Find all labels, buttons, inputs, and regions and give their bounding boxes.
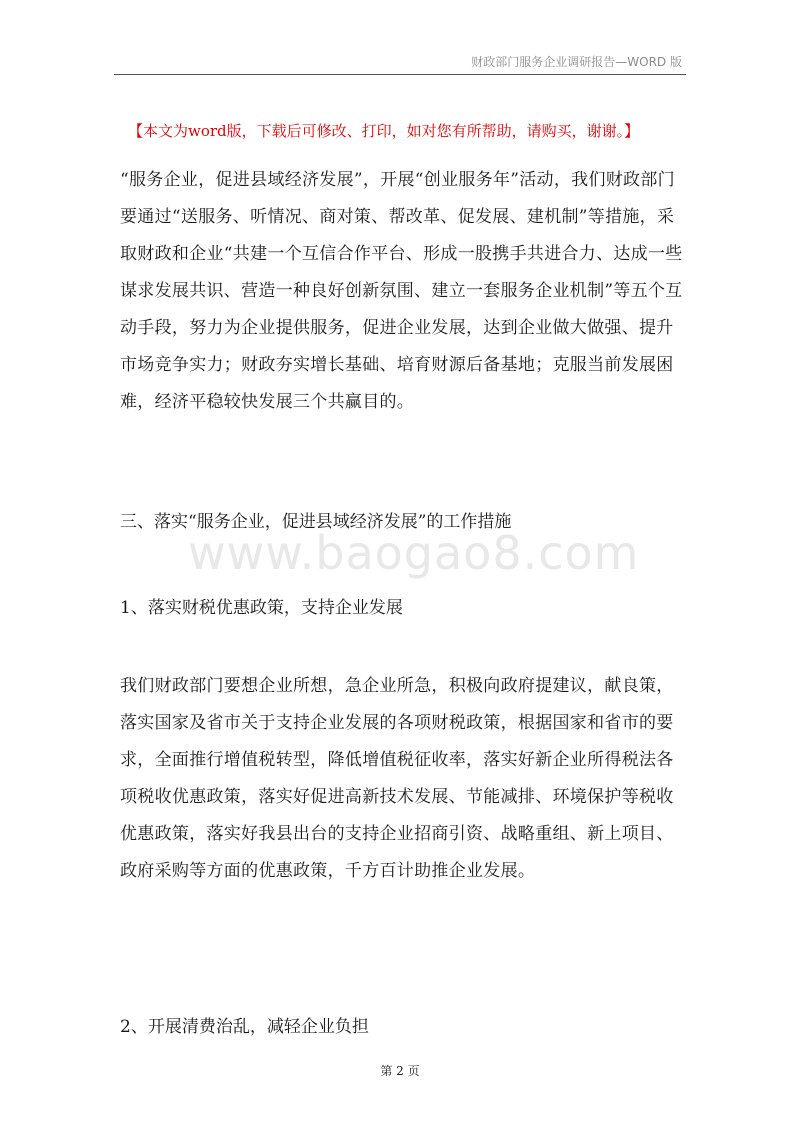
header-divider bbox=[114, 74, 686, 75]
subheading-2: 2、开展清费治乱，减轻企业负担 bbox=[120, 1017, 369, 1037]
body-paragraph-1 bbox=[120, 162, 685, 421]
body-paragraph-2 bbox=[120, 668, 685, 890]
document-header-title: 财政部门服务企业调研报告—WORD 版 bbox=[471, 55, 682, 69]
watermark: www.baogao8.com bbox=[188, 526, 640, 580]
page-number: 第 2 页 bbox=[380, 1064, 420, 1078]
paragraph-text: “服务企业，促进县域经济发展”，开展“创业服务年”活动，我们财政部门要通过“送服务、听情况、商对策、帮改革、促发展、建机制”等措施，采取财政和企业“共建一个互信合作平台、形成一股携手共进合力、达成一些谋求发展共识、营造一种良好创新氛围、建立一套服务企业机制”等五个互动手段，努力为企业提供服务，促进企业发展，达到企业做大做强、提升市场竞争实力；财政夯实增长基础、培育财源后备基地；克服当前发展困难，经济平稳较快发展三个共赢目的。 bbox=[120, 170, 683, 412]
paragraph-text: 我们财政部门要想企业所想，急企业所急，积极向政府提建议，献良策，落实国家及省市关于支持企业发展的各项财税政策，根据国家和省市的要求，全面推行增值税转型，降低增值税征收率，落实好新企业所得税法各项税收优惠政策，落实好促进高新技术发展、节能减排、环境保护等税收优惠政策，落实好我县出台的支持企业招商引资、战略重组、新上项目、政府采购等方面的优惠政策，千方百计助推企业发展。 bbox=[120, 676, 674, 881]
purchase-notice: 【本文为word版，下载后可修改、打印，如对您有所帮助，请购买，谢谢。】 bbox=[128, 122, 640, 140]
subheading-1: 1、落实财税优惠政策，支持企业发展 bbox=[120, 598, 403, 618]
section-heading: 三、落实“服务企业，促进县域经济发展”的工作措施 bbox=[120, 512, 512, 532]
